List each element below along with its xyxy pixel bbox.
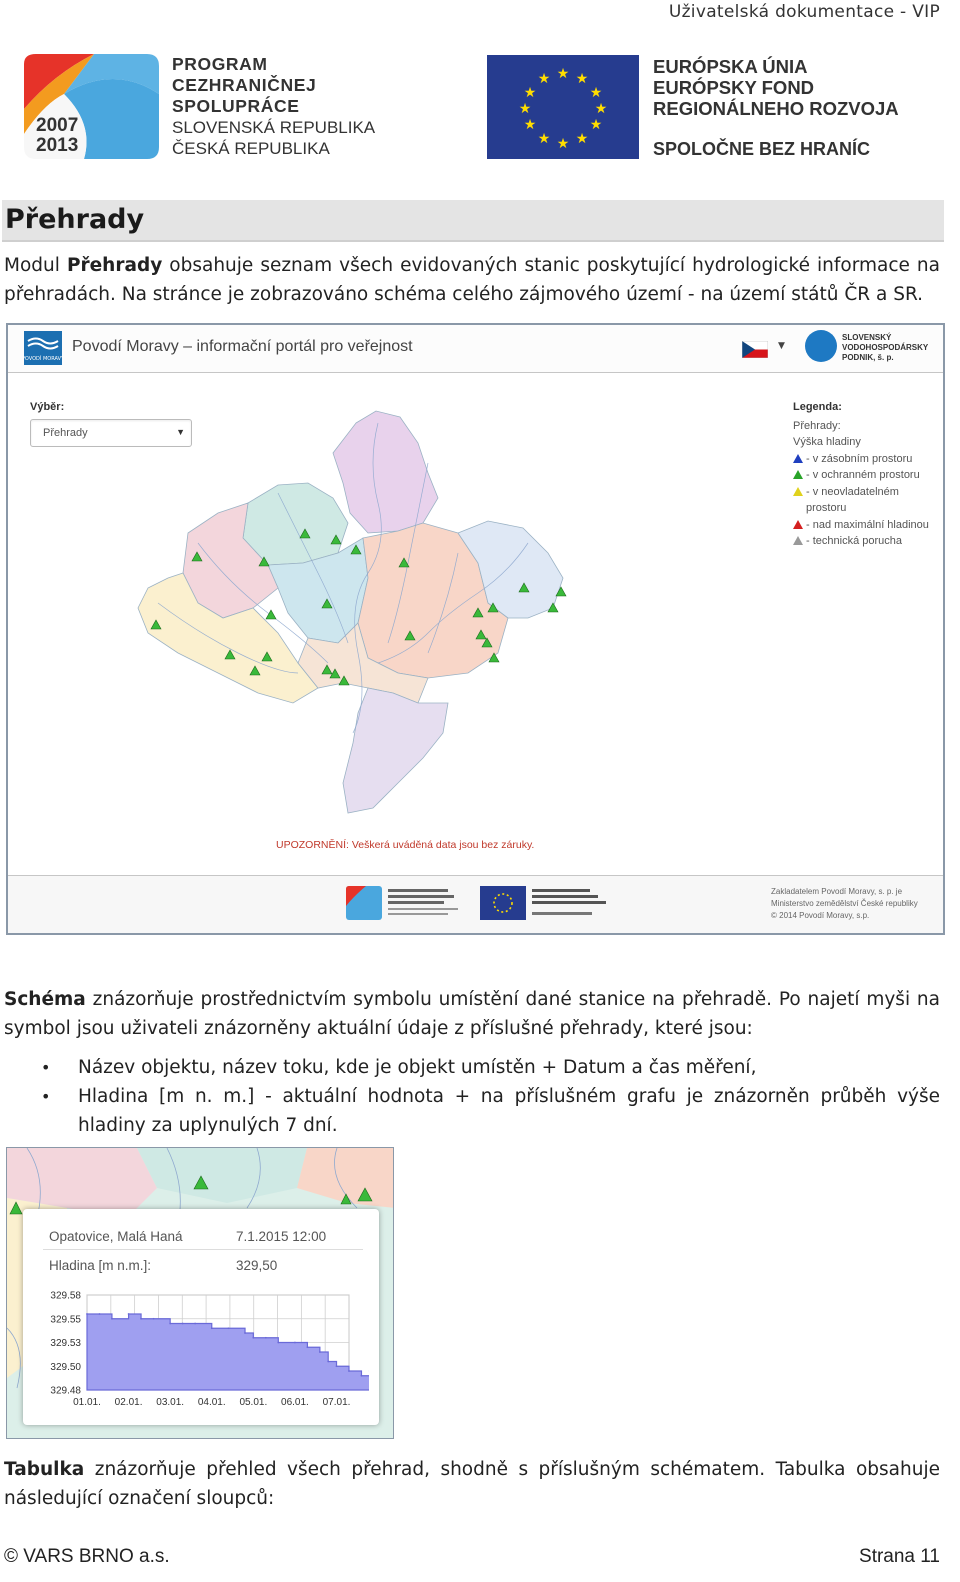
- table-paragraph: Tabulka znázorňuje přehled všech přehrad, shodně s příslušným schématem. Tabulka obsahuje následující označení sloupců:: [4, 1459, 940, 1509]
- partner-logo-text: SLOVENSKÝ VODOHOSPODÁRSKY PODNIK, š. p.: [842, 333, 929, 362]
- y-tick-label: 329.55: [50, 1314, 81, 1326]
- chevron-down-icon: ▼: [176, 427, 185, 437]
- data-point: [140, 1318, 142, 1320]
- eu-logo: [487, 55, 937, 165]
- legend-item-storage: - v zásobním prostoru: [793, 451, 938, 468]
- data-point: [169, 1323, 171, 1325]
- region-northwest: [243, 483, 348, 565]
- region-north: [333, 411, 438, 533]
- region-south: [343, 688, 448, 813]
- svg-text:★: ★: [537, 71, 551, 87]
- chevron-down-icon[interactable]: ▼: [778, 341, 785, 351]
- program-logo-small: [346, 884, 464, 924]
- water-level-chart: [39, 1285, 369, 1417]
- program-years: 2007 2013: [36, 115, 79, 156]
- portal-footer-text: Zakladatelem Povodí Moravy, s. p. je Ministerstvo zemědělství České republiky © 2014 Povodí Moravy, s.p.: [771, 887, 918, 920]
- station-tooltip: [23, 1209, 379, 1425]
- data-point: [277, 1342, 279, 1344]
- info-bullet-list: [4, 1053, 940, 1140]
- data-point: [252, 1337, 254, 1339]
- legend-item-protection: - v ochranném prostoru: [793, 467, 938, 484]
- eu-logo-small: [480, 886, 610, 922]
- svg-text:★: ★: [575, 71, 589, 87]
- data-point: [336, 1365, 338, 1367]
- x-tick-label: 05.01.: [239, 1397, 268, 1408]
- basin-map: [128, 403, 568, 823]
- svg-text:★: ★: [518, 101, 532, 117]
- data-point: [128, 1313, 130, 1315]
- list-item: • Název objektu, název toku, kde je objekt umístěn + Datum a čas měření,: [4, 1053, 940, 1082]
- legend-item-failure: - technická porucha: [793, 533, 938, 550]
- data-point: [99, 1313, 101, 1315]
- map-legend: Legenda: Přehrady: Výška hladiny - v zásobním prostoru - v ochranném prostoru - v neovladatelném prostoru - nad maximální hladinou - technická porucha: [793, 399, 938, 550]
- level-value: 329,50: [236, 1258, 278, 1273]
- data-point: [265, 1337, 267, 1339]
- data-point: [294, 1342, 296, 1344]
- red-triangle-icon: [793, 520, 803, 529]
- x-tick-label: 04.01.: [197, 1397, 226, 1408]
- station-name: Opatovice, Malá Haná: [49, 1229, 183, 1244]
- x-tick-label: 06.01.: [281, 1397, 309, 1408]
- svg-text:★: ★: [556, 66, 570, 82]
- level-label: Hladina [m n.m.]:: [49, 1258, 152, 1273]
- data-point: [182, 1323, 184, 1325]
- schema-paragraph: Schéma znázorňuje prostřednictvím symbolu umístění dané stanice na přehradě. Po najetí myši na symbol jsou uživateli znázorněny aktuální údaje z příslušné přehrady, které jsou:: [4, 989, 940, 1039]
- svg-text:★: ★: [556, 136, 570, 152]
- svg-text:★: ★: [575, 131, 589, 147]
- svg-text:★: ★: [523, 85, 537, 101]
- eu-flag-icon: [487, 55, 639, 159]
- portal-header: [8, 325, 943, 373]
- legend-item-uncontrolled: - v neovladatelném prostoru: [793, 484, 938, 517]
- program-logo-text: PROGRAM CEZHRANIČNEJ SPOLUPRÁCE SLOVENSKÁ REPUBLIKA ČESKÁ REPUBLIKA: [172, 54, 376, 158]
- section-title: Přehrady: [2, 200, 944, 242]
- blue-triangle-icon: [793, 454, 803, 463]
- legend-item-above-max: - nad maximální hladinou: [793, 517, 938, 534]
- x-tick-label: 07.01.: [322, 1397, 351, 1408]
- tooltip-divider: [43, 1249, 363, 1250]
- page-number: Strana 11: [859, 1546, 940, 1567]
- svg-text:★: ★: [594, 101, 608, 117]
- document-header: Uživatelská dokumentace - VIP: [668, 2, 940, 22]
- svg-text:★: ★: [523, 117, 537, 133]
- y-tick-label: 329.50: [50, 1361, 81, 1373]
- data-point: [244, 1332, 246, 1334]
- svg-text:★: ★: [537, 131, 551, 147]
- svg-text:POVODÍ MORAVY: POVODÍ MORAVY: [24, 356, 62, 362]
- data-point: [211, 1327, 213, 1329]
- list-item: • Hladina [m n. m.] - aktuální hodnota + na příslušném grafu je znázorněn průběh výše hladiny za uplynulých 7 dní.: [4, 1082, 940, 1140]
- eu-logo-text: EURÓPSKA ÚNIA EURÓPSKY FOND REGIONÁLNEHO ROZVOJA: [653, 56, 899, 119]
- svp-logo-icon: [805, 330, 837, 362]
- footer-copyright: © VARS BRNO a.s.: [4, 1546, 170, 1567]
- green-triangle-icon: [793, 470, 803, 479]
- y-tick-label: 329.53: [50, 1338, 81, 1349]
- portal-footer: [8, 875, 943, 933]
- svg-text:★: ★: [589, 117, 603, 133]
- white-triangle-icon: [793, 536, 803, 545]
- language-flag-icon[interactable]: [742, 341, 768, 358]
- disclaimer-warning: UPOZORNĚNÍ: Veškerá uváděná data jsou bez záruky.: [276, 839, 535, 851]
- data-point: [111, 1318, 113, 1320]
- data-point: [153, 1318, 155, 1320]
- data-point: [227, 1327, 229, 1329]
- select-label: Výběr:: [30, 401, 65, 413]
- yellow-triangle-icon: [793, 487, 803, 496]
- data-point: [348, 1370, 350, 1372]
- x-tick-label: 02.01.: [114, 1397, 143, 1408]
- y-tick-label: 329.48: [50, 1385, 81, 1397]
- y-tick-label: 329.58: [50, 1290, 81, 1302]
- popup-screenshot: [6, 1147, 394, 1439]
- data-point: [319, 1351, 321, 1353]
- svg-text:★: ★: [589, 85, 603, 101]
- data-point: [194, 1323, 196, 1325]
- data-point: [307, 1346, 309, 1348]
- map-screenshot: [6, 323, 945, 935]
- eu-motto: SPOLOČNE BEZ HRANÍC: [653, 139, 871, 159]
- data-point: [86, 1313, 88, 1315]
- povodi-moravy-logo: [24, 331, 62, 365]
- x-tick-label: 03.01.: [156, 1397, 185, 1408]
- category-select[interactable]: Přehrady ▼: [30, 419, 192, 447]
- data-point: [361, 1375, 363, 1377]
- data-point: [327, 1361, 329, 1363]
- x-tick-label: 01.01.: [73, 1397, 101, 1408]
- measurement-datetime: 7.1.2015 12:00: [236, 1229, 327, 1244]
- portal-title: Povodí Moravy – informační portál pro veřejnost: [72, 338, 413, 355]
- program-logo: [24, 54, 434, 164]
- intro-paragraph: Modul Přehrady obsahuje seznam všech evidovaných stanic poskytující hydrologické informace na přehradách. Na stránce je zobrazováno schéma celého zájmového území - na území států ČR a SR.: [4, 255, 940, 305]
